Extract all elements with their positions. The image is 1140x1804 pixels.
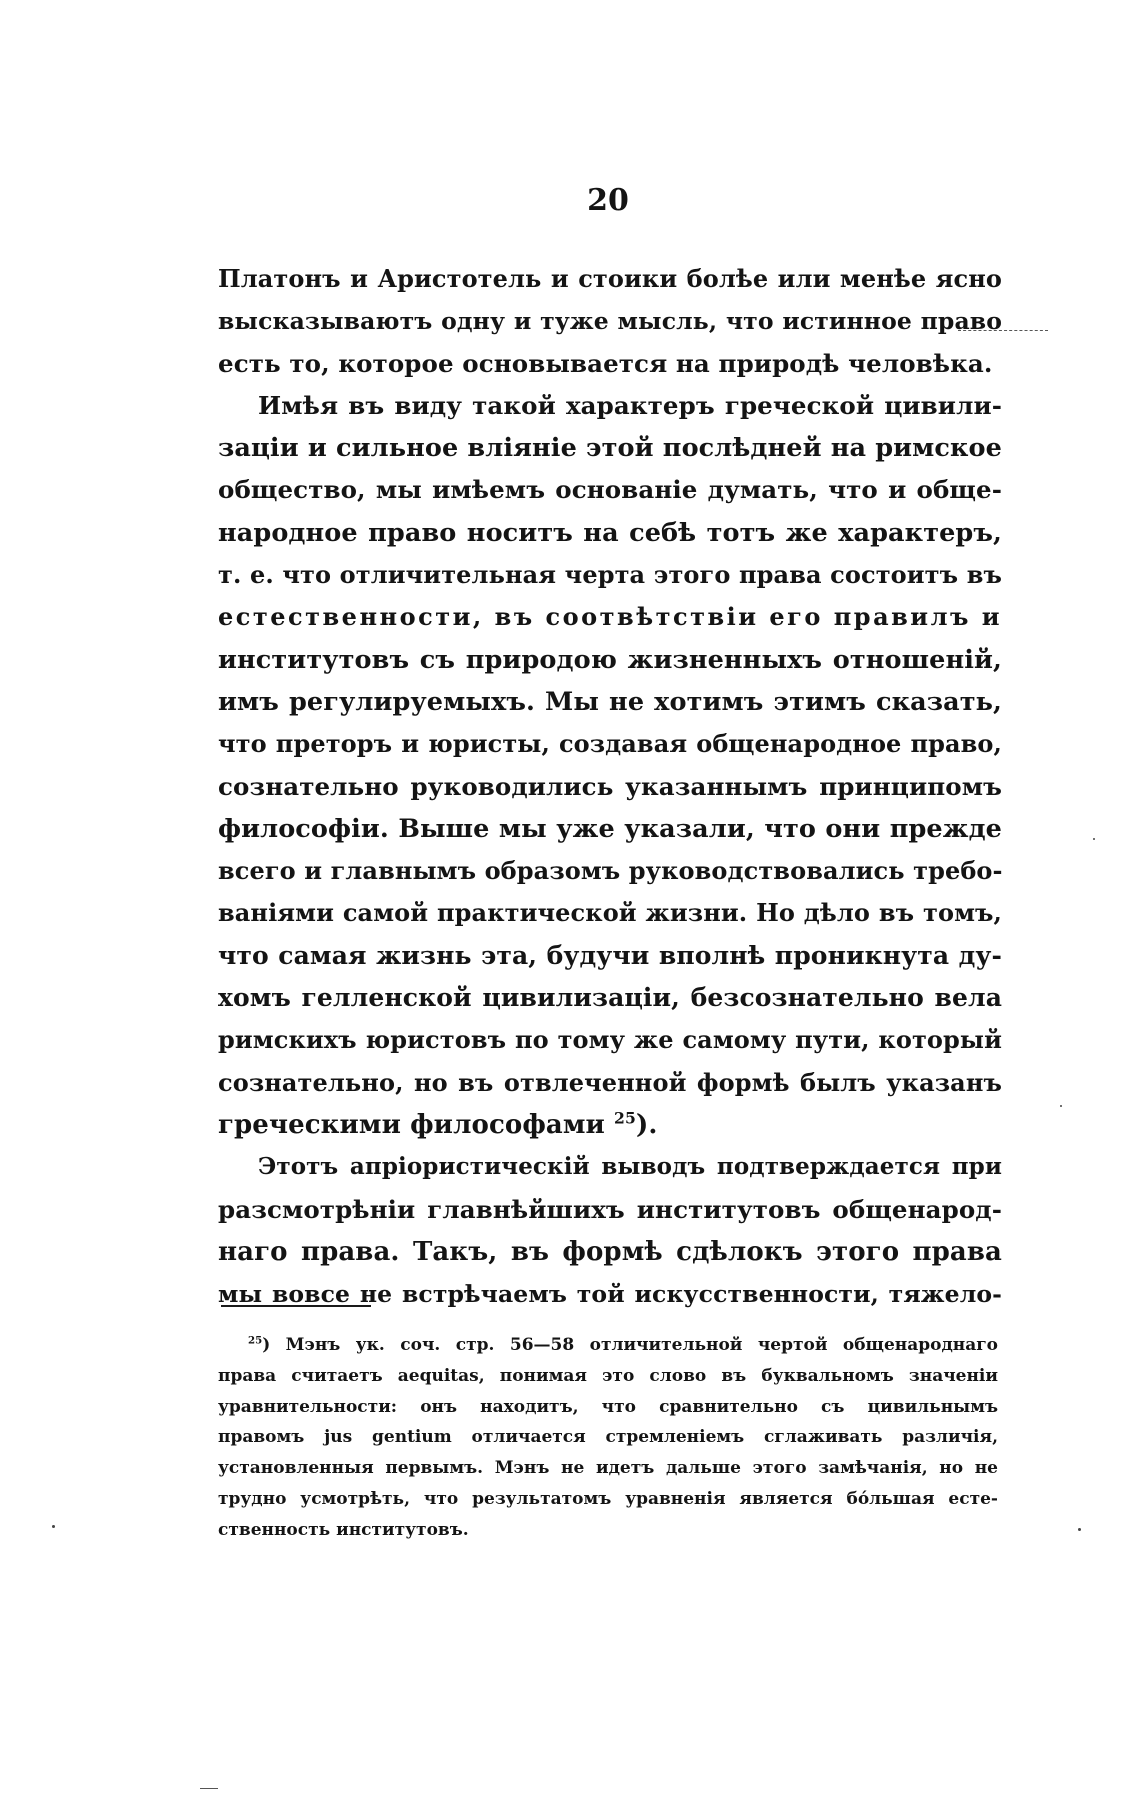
footnote-separator xyxy=(221,1305,371,1307)
footnote-marker-close: ) xyxy=(262,1335,271,1355)
footnote-line: уравнительности: онъ находитъ, что сравнительно съ цивильнымъ xyxy=(218,1396,998,1417)
text-line: естественности, въ соотвѣтствіи его правилъ и xyxy=(218,602,1003,632)
text-line: народное право носитъ на себѣ тотъ же характеръ, xyxy=(218,517,1002,548)
text-line: что преторъ и юристы, создавая общенародное право, xyxy=(218,729,1002,759)
paragraph-start: Этотъ апріористическій выводъ подтверждается при xyxy=(258,1153,1002,1181)
text-line: сознательно руководились указаннымъ принципомъ xyxy=(218,771,1002,801)
footnote-line: правомъ jus gentium отличается стремленіемъ сглаживать различія, xyxy=(218,1427,998,1448)
footnote-line: установленныя первымъ. Мэнъ не идетъ дальше этого замѣчанія, но не xyxy=(218,1458,998,1479)
text-line: высказываютъ одну и туже мысль, что истинное право xyxy=(218,307,1002,336)
scan-speck xyxy=(1078,1528,1081,1531)
text-line: институтовъ съ природою жизненныхъ отношеній, xyxy=(218,644,1002,675)
footnotes xyxy=(218,1330,998,1546)
text-line: т. е. что отличительная черта этого права состоитъ въ xyxy=(218,560,1002,590)
footnote-reference: 25 xyxy=(614,1108,636,1128)
scan-mark xyxy=(200,1788,218,1789)
text-fragment: греческими философами xyxy=(218,1109,605,1140)
text-line: имъ регулируемыхъ. Мы не хотимъ этимъ сказать, xyxy=(218,686,1002,717)
text-line: всего и главнымъ образомъ руководствовались требо- xyxy=(218,856,1003,886)
text-line: Платонъ и Аристотель и стоики болѣе или менѣе ясно xyxy=(218,264,1002,293)
text-line: заціи и сильное вліяніе этой послѣдней на римское xyxy=(218,433,1002,464)
text-line: мы вовсе не встрѣчаемъ той искусственности, тяжело- xyxy=(218,1280,1002,1309)
footnote-marker: 25 xyxy=(248,1334,263,1347)
page-number: 20 xyxy=(587,183,629,218)
footnote-line: ственность институтовъ. xyxy=(218,1519,469,1540)
footnote-first-line xyxy=(218,1330,998,1361)
footnote-line: трудно усмотрѣть, что результатомъ уравненія является бо́льшая есте- xyxy=(218,1488,998,1509)
footnote-text: Мэнъ ук. соч. стр. 56—58 отличительной чертой общенароднаго xyxy=(285,1335,998,1355)
text-line: римскихъ юристовъ по тому же самому пути, который xyxy=(218,1025,1002,1055)
scan-speck xyxy=(52,1525,55,1528)
paragraph-start: Имѣя въ виду такой характеръ греческой цивили- xyxy=(258,390,1002,420)
body-text xyxy=(218,258,1002,1315)
text-line: философіи. Выше мы уже указали, что они прежде xyxy=(218,813,1002,844)
text-line: общество, мы имѣемъ основаніе думать, что и обще- xyxy=(218,475,1002,505)
text-line: хомъ гелленской цивилизаціи, безсознательно вела xyxy=(218,983,1002,1013)
scan-mark xyxy=(958,330,1048,331)
text-line: сознательно, но въ отвлеченной формѣ былъ указанъ xyxy=(218,1067,1002,1097)
footnote-reference-close: ). xyxy=(635,1109,658,1140)
text-line: что самая жизнь эта, будучи вполнѣ проникнута ду- xyxy=(218,940,1002,970)
text-line: разсмотрѣніи главнѣйшихъ институтовъ общенарод- xyxy=(218,1194,1002,1224)
text-line: ваніями самой практической жизни. Но дѣло въ томъ, xyxy=(218,898,1002,928)
scan-speck xyxy=(1060,1105,1062,1107)
footnote-line: права считаетъ aequitas, понимая это слово въ буквальномъ значеніи xyxy=(218,1365,998,1386)
text-line: наго права. Такъ, въ формѣ сдѣлокъ этого права xyxy=(218,1236,1002,1267)
text-line-with-note-ref xyxy=(218,1104,1002,1146)
scan-speck xyxy=(1093,838,1095,840)
text-line: есть то, которое основывается на природѣ человѣка. xyxy=(218,348,993,378)
